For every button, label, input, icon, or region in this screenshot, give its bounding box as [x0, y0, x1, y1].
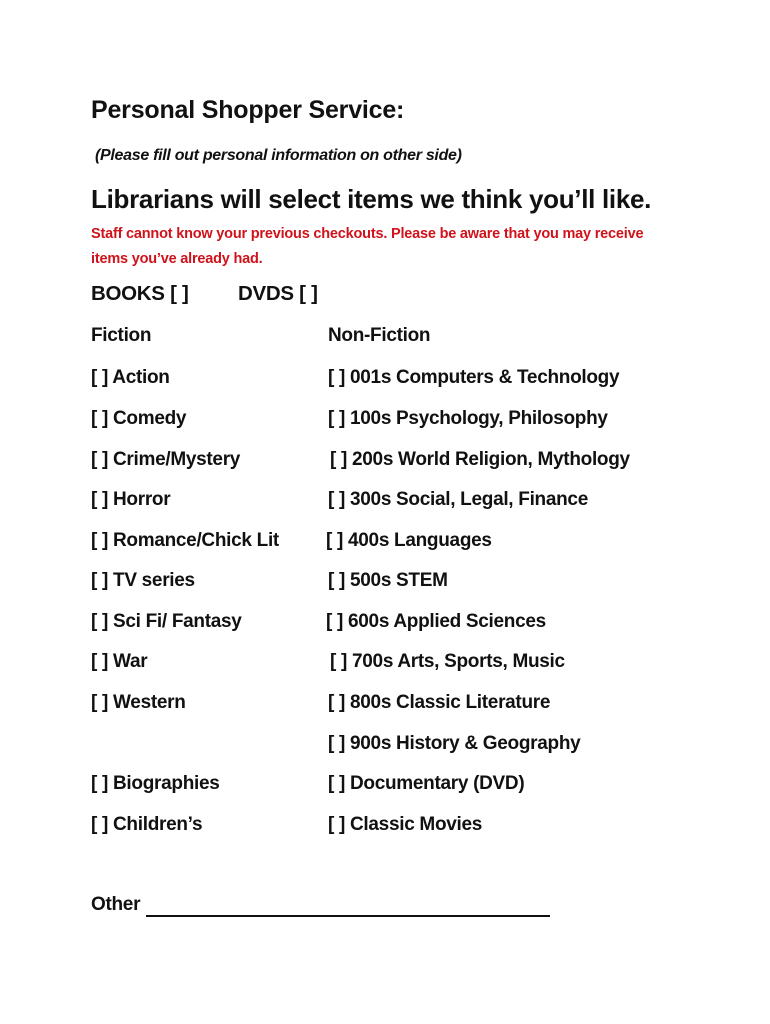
nonfiction-item-500s[interactable]: [ ] 500s STEM [328, 570, 448, 591]
form-subtitle: (Please fill out personal information on other side) [95, 147, 462, 164]
nonfiction-item-800s[interactable]: [ ] 800s Classic Literature [328, 692, 551, 713]
nonfiction-heading: Non-Fiction [328, 325, 431, 346]
fiction-heading: Fiction [91, 325, 152, 346]
fiction-item-biographies[interactable]: [ ] Biographies [91, 773, 220, 794]
nonfiction-item-300s[interactable]: [ ] 300s Social, Legal, Finance [328, 489, 588, 510]
headline: Librarians will select items we think you’ll like. [91, 184, 652, 214]
fiction-item-horror[interactable]: [ ] Horror [91, 489, 171, 510]
fiction-item-crime-mystery[interactable]: [ ] Crime/Mystery [91, 449, 241, 470]
nonfiction-item-900s[interactable]: [ ] 900s History & Geography [328, 733, 581, 754]
fiction-item-tv-series[interactable]: [ ] TV series [91, 570, 195, 591]
dvds-checkbox[interactable]: DVDS [ ] [238, 282, 318, 305]
fiction-item-comedy[interactable]: [ ] Comedy [91, 408, 187, 429]
nonfiction-item-200s[interactable]: [ ] 200s World Religion, Mythology [330, 449, 630, 470]
nonfiction-item-700s[interactable]: [ ] 700s Arts, Sports, Music [330, 651, 565, 672]
staff-note: Staff cannot know your previous checkouts. Please be aware that you may receive items you’ve already had. [91, 226, 644, 267]
fiction-item-romance[interactable]: [ ] Romance/Chick Lit [91, 530, 279, 551]
nonfiction-item-100s[interactable]: [ ] 100s Psychology, Philosophy [328, 408, 608, 429]
other-write-in-line[interactable] [146, 915, 550, 917]
books-checkbox[interactable]: BOOKS [ ] [91, 282, 189, 305]
other-label: Other [91, 894, 141, 915]
fiction-item-scifi-fantasy[interactable]: [ ] Sci Fi/ Fantasy [91, 611, 242, 632]
fiction-item-war[interactable]: [ ] War [91, 651, 148, 672]
nonfiction-item-600s[interactable]: [ ] 600s Applied Sciences [326, 611, 546, 632]
nonfiction-item-documentary[interactable]: [ ] Documentary (DVD) [328, 773, 525, 794]
nonfiction-item-000s[interactable]: [ ] 001s Computers & Technology [328, 367, 620, 388]
fiction-item-childrens[interactable]: [ ] Children’s [91, 814, 203, 835]
fiction-item-western[interactable]: [ ] Western [91, 692, 186, 713]
nonfiction-item-400s[interactable]: [ ] 400s Languages [326, 530, 492, 551]
nonfiction-item-classic-movies[interactable]: [ ] Classic Movies [328, 814, 483, 835]
form-title: Personal Shopper Service: [91, 96, 405, 124]
fiction-item-action[interactable]: [ ] Action [91, 367, 170, 388]
